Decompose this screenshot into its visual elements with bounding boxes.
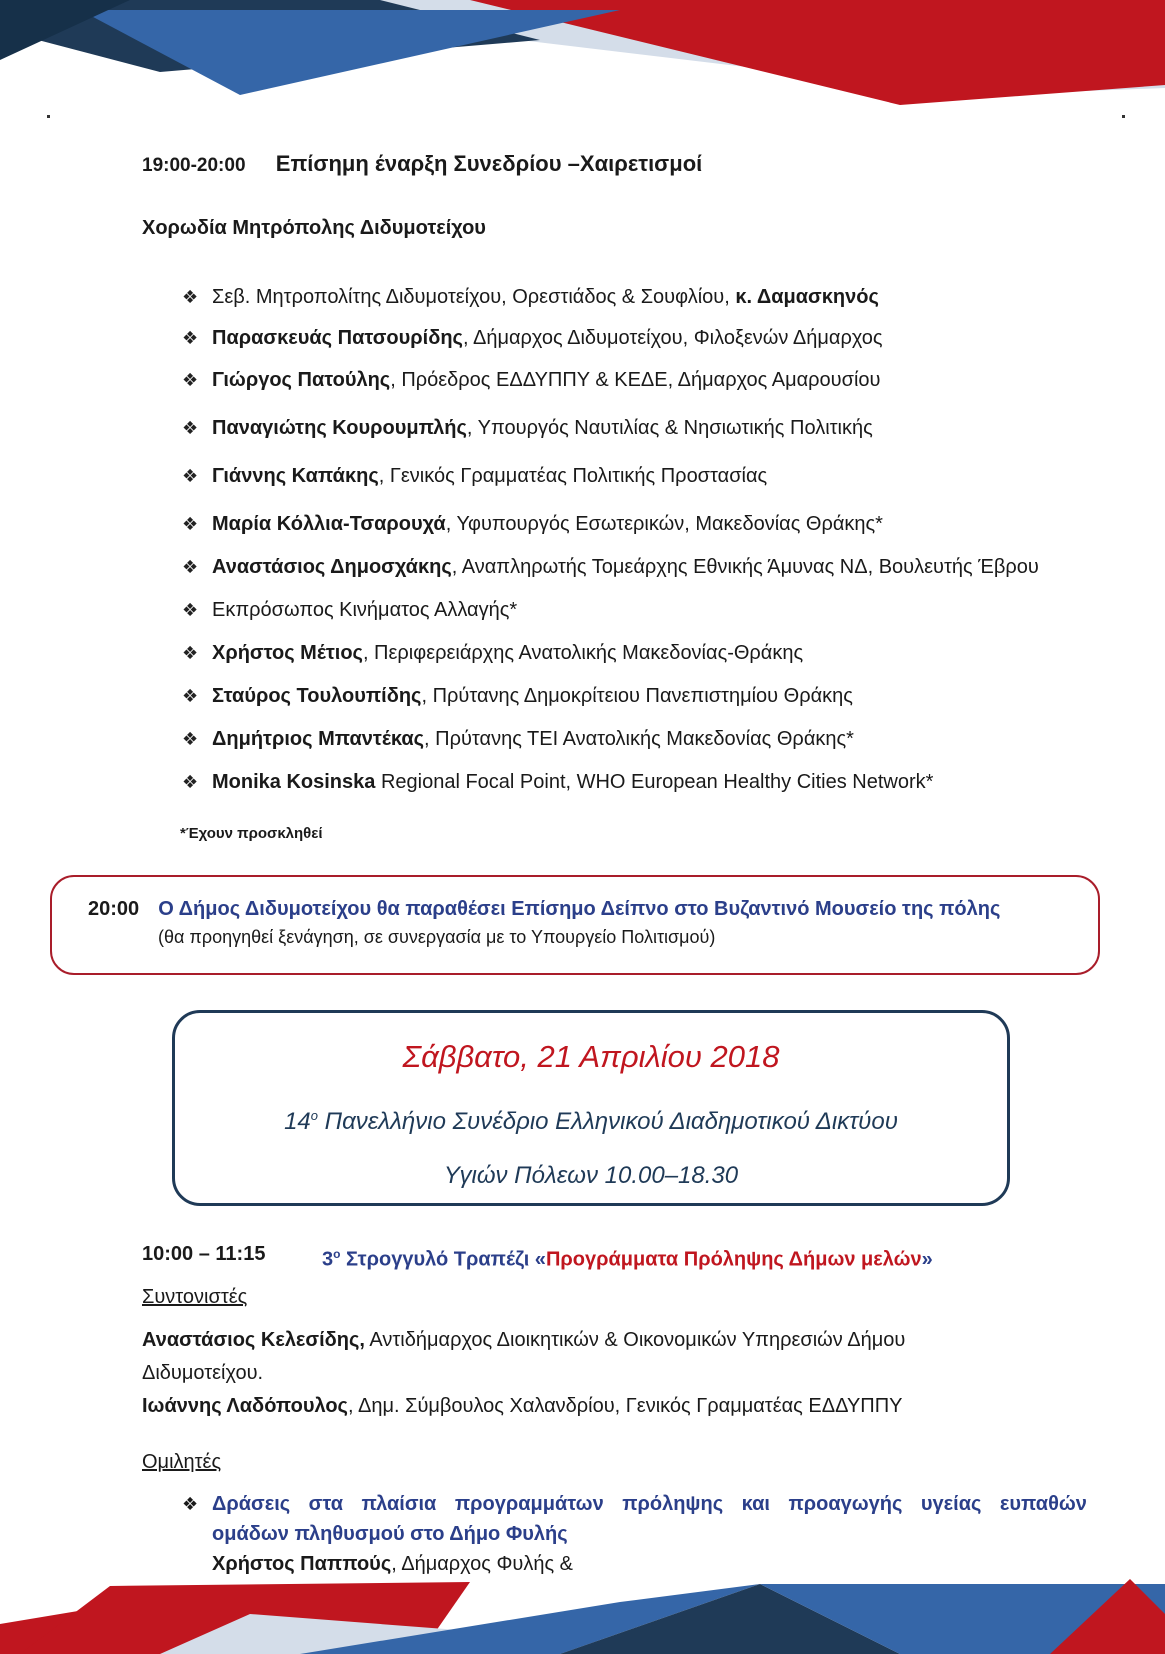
coordinator-2: Ιωάννης Λαδόπουλος, Δημ. Σύμβουλος Χαλανδρίου, Γενικός Γραμματέας ΕΔΔΥΠΠΥ: [142, 1395, 903, 1417]
diamond-bullet-icon: ❖: [182, 772, 199, 792]
talk-speaker: Χρήστος Παππούς, Δήμαρχος Φυλής &: [212, 1553, 574, 1575]
list-item: ❖ Παναγιώτης Κουρουμπλής, Υπουργός Ναυτιλίας & Νησιωτικής Πολιτικής: [182, 417, 873, 439]
diamond-bullet-icon: ❖: [182, 287, 199, 307]
list-item: ❖ Σεβ. Μητροπολίτης Διδυμοτείχου, Ορεστιάδος & Σουφλίου, κ. Δαμασκηνός: [182, 286, 879, 308]
opening-title: Επίσημη έναρξη Συνεδρίου –Χαιρετισμοί: [275, 151, 703, 176]
dinner-subtitle: (θα προηγηθεί ξενάγηση, σε συνεργασία με το Υπουργείο Πολιτισμού): [158, 927, 716, 947]
list-item: ❖ Σταύρος Τουλουπίδης, Πρύτανης Δημοκρίτειου Πανεπιστημίου Θράκης: [182, 685, 853, 707]
diamond-bullet-icon: ❖: [182, 514, 199, 534]
opening-header: [142, 150, 702, 180]
list-item: ❖ Χρήστος Μέτιος, Περιφερειάρχης Ανατολικής Μακεδονίας-Θράκης: [182, 642, 804, 664]
list-item: ❖ Αναστάσιος Δημοσχάκης, Αναπληρωτής Τομεάρχης Εθνικής Άμυνας ΝΔ, Βουλευτής Έβρου: [182, 556, 1039, 578]
diamond-bullet-icon: ❖: [182, 466, 199, 486]
diamond-bullet-icon: ❖: [182, 600, 199, 620]
list-item: ❖ Εκπρόσωπος Κινήματος Αλλαγής*: [182, 599, 518, 621]
coordinator-1-cont: Διδυμοτείχου.: [142, 1362, 264, 1384]
list-item: ❖ Γιώργος Πατούλης, Πρόεδρος ΕΔΔΥΠΠΥ & ΚΕΔΕ, Δήμαρχος Αμαρουσίου: [182, 369, 881, 391]
coordinators-label: Συντονιστές: [142, 1286, 248, 1308]
list-item: ❖ Γιάννης Καπάκης, Γενικός Γραμματέας Πολιτικής Προστασίας: [182, 465, 768, 487]
dinner-line: [88, 897, 1000, 921]
diamond-bullet-icon: ❖: [182, 418, 199, 438]
opening-time: 19:00-20:00: [142, 155, 246, 176]
dinner-title: Ο Δήμος Διδυμοτείχου θα παραθέσει Επίσημο Δείπνο στο Βυζαντινό Μουσείο της πόλης: [158, 898, 1001, 920]
speakers-label: Ομιλητές: [142, 1451, 222, 1473]
list-item: ❖ Παρασκευάς Πατσουρίδης, Δήμαρχος Διδυμοτείχου, Φιλοξενών Δήμαρχος: [182, 327, 883, 349]
choir-name: Χορωδία Μητρόπολης Διδυμοτείχου: [142, 217, 486, 239]
dinner-box: [50, 875, 1100, 975]
invited-note: *Έχουν προσκληθεί: [180, 825, 323, 842]
talk-title-line2: ομάδων πληθυσμού στο Δήμο Φυλής: [212, 1523, 568, 1545]
roundtable-time: 10:00 – 11:15: [142, 1243, 266, 1265]
dinner-time: 20:00: [88, 898, 140, 920]
list-item: ❖ Δημήτριος Μπαντέκας, Πρύτανης ΤΕΙ Ανατολικής Μακεδονίας Θράκης*: [182, 728, 854, 750]
diamond-bullet-icon: ❖: [182, 643, 199, 663]
diamond-bullet-icon: ❖: [182, 328, 199, 348]
roundtable-title: $3^o$ Στρογγυλό Τραπέζι «Προγράμματα Πρόληψης Δήμων μελών»: [322, 1247, 933, 1271]
diamond-bullet-icon: ❖: [182, 557, 199, 577]
top-banner-graphic: [0, 0, 1165, 110]
bottom-banner-graphic: [0, 1574, 1165, 1654]
corner-dot: [47, 115, 50, 118]
corner-dot: [1122, 115, 1125, 118]
diamond-bullet-icon: ❖: [182, 1494, 199, 1514]
talk-title-line1: Δράσεις στα πλαίσια προγραμμάτων πρόληψης και προαγωγής υγείας ευπαθών: [212, 1493, 1087, 1515]
list-item: ❖ Monika Kosinska Regional Focal Point, WHO European Healthy Cities Network*: [182, 771, 934, 793]
saturday-date: Σάββατο, 21 Απριλίου 2018: [402, 1039, 780, 1074]
saturday-box: [172, 1010, 1010, 1206]
conference-subtitle: Υγιών Πόλεων 10.00–18.30: [443, 1162, 739, 1189]
conference-title: $14^o$ Πανελλήνιο Συνέδριο Ελληνικού Διαδημοτικού Δικτύου: [284, 1108, 898, 1135]
list-item: ❖ Μαρία Κόλλια-Τσαρουχά, Υφυπουργός Εσωτερικών, Μακεδονίας Θράκης*: [182, 513, 883, 535]
diamond-bullet-icon: ❖: [182, 729, 199, 749]
diamond-bullet-icon: ❖: [182, 370, 199, 390]
diamond-bullet-icon: ❖: [182, 686, 199, 706]
coordinator-1: Αναστάσιος Κελεσίδης, Αντιδήμαρχος Διοικητικών & Οικονομικών Υπηρεσιών Δήμου: [142, 1329, 906, 1351]
